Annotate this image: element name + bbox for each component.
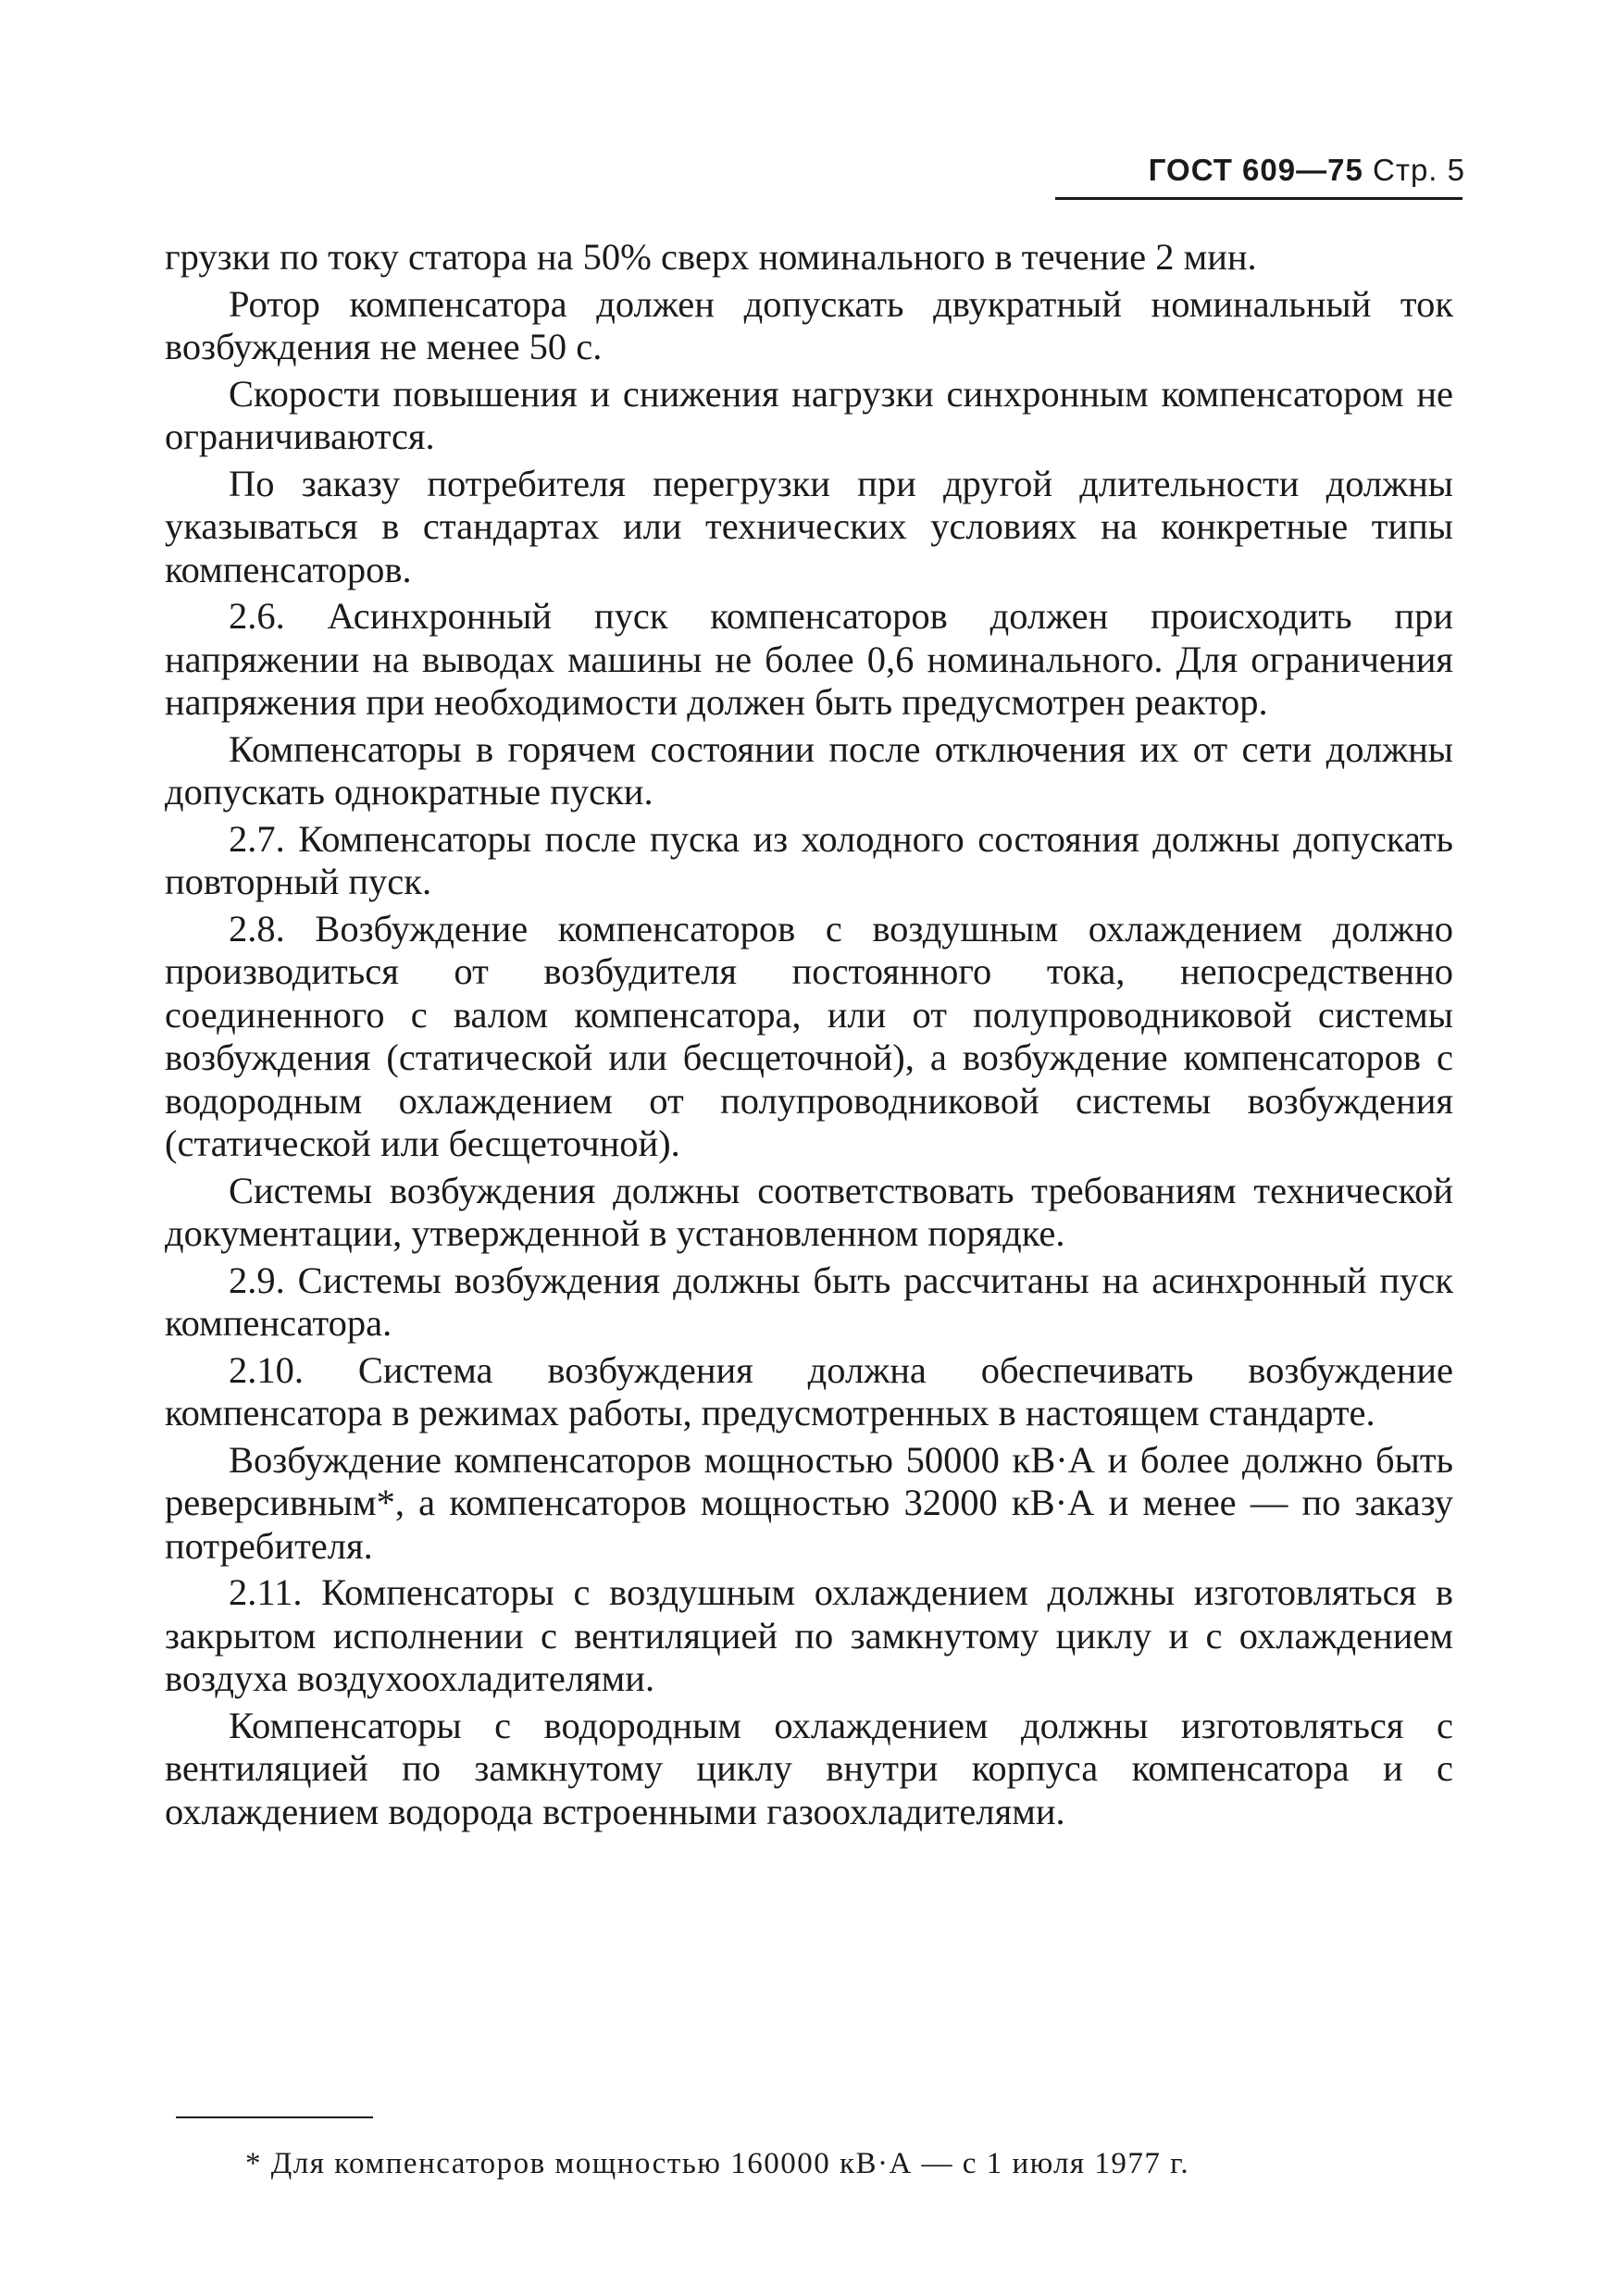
standard-code: ГОСТ 609—75 [1148,153,1363,187]
paragraph-reversible-excitation: Возбуждение компенсаторов мощностью 50000 кВ·А и более должно быть реверсивным*, а компенсаторов мощностью 32000 кВ·А и менее — по заказу потребителя. [165,1438,1453,1567]
paragraph-excitation-docs: Системы возбуждения должны соответствовать требованиям технической документации, утвержденной в установленном порядке. [165,1169,1453,1254]
clause-2-7: 2.7. Компенсаторы после пуска из холодного состояния должны допускать повторный пуск. [165,817,1453,902]
paragraph-hydrogen-cooling: Компенсаторы с водородным охлаждением должны изготовляться с вентиляцией по замкнутому циклу внутри корпуса компенсатора и с охлаждением водорода встроенными газоохладителями. [165,1704,1453,1832]
header-rule [1055,197,1462,200]
page-number: Стр. 5 [1373,153,1465,187]
footnote: * Для компенсаторов мощностью 160000 кВ·А — с 1 июля 1977 г. [245,2147,1190,2180]
paragraph-load-rate: Скорости повышения и снижения нагрузки синхронным компенсатором не ограничиваются. [165,372,1453,457]
clause-2-8: 2.8. Возбуждение компенсаторов с воздушным охлаждением должно производиться от возбудителя постоянного тока, непосредственно соединенного с валом компенсатора, или от полупроводниковой системы возбуждения (статической или бесщеточной), а возбуждение компенсаторов с водородным охлаждением от полупроводниковой системы возбуждения (статической или бесщеточной). [165,907,1453,1164]
paragraph-hot-start: Компенсаторы в горячем состоянии после отключения их от сети должны допускать однократные пуски. [165,727,1453,813]
clause-2-9: 2.9. Системы возбуждения должны быть рассчитаны на асинхронный пуск компенсатора. [165,1259,1453,1344]
paragraph-rotor-excitation: Ротор компенсатора должен допускать двукратный номинальный ток возбуждения не менее 50 с. [165,282,1453,367]
paragraph-overload-order: По заказу потребителя перегрузки при другой длительности должны указываться в стандартах или технических условиях на конкретные типы компенсаторов. [165,462,1453,590]
body-text [165,236,1453,1837]
clause-2-10: 2.10. Система возбуждения должна обеспечивать возбуждение компенсатора в режимах работы, предусмотренных в настоящем стандарте. [165,1348,1453,1433]
clause-2-6: 2.6. Асинхронный пуск компенсаторов должен происходить при напряжении на выводах машины не более 0,6 номинального. Для ограничения напряжения при необходимости должен быть предусмотрен реактор. [165,595,1453,723]
paragraph-continuation: грузки по току статора на 50% сверх номинального в течение 2 мин. [165,236,1257,278]
page-header [1149,153,1465,188]
footnote-rule [176,2116,373,2118]
clause-2-11: 2.11. Компенсаторы с воздушным охлаждением должны изготовляться в закрытом исполнении с вентиляцией по замкнутому циклу и с охлаждением воздуха воздухоохладителями. [165,1571,1453,1699]
